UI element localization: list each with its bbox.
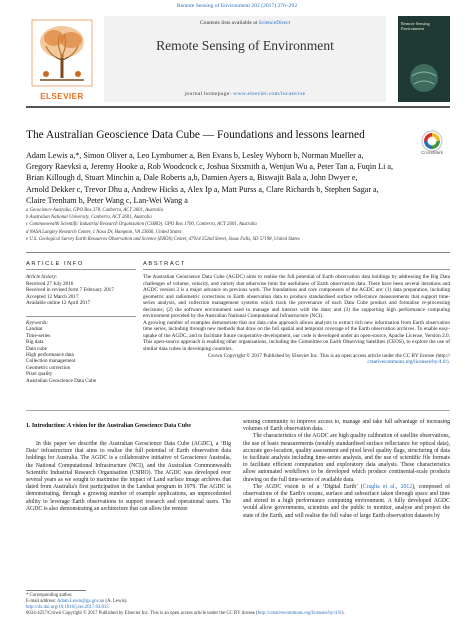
section-1-title: 1. Introduction: A vision for the Australian Geoscience Data Cube xyxy=(26,423,192,429)
body-paragraph-with-citation xyxy=(243,484,450,520)
author-list xyxy=(26,150,434,206)
keywords-label: Keywords: xyxy=(26,320,49,326)
abstract-rule xyxy=(143,269,450,270)
doi-license-footer xyxy=(26,605,450,617)
affiliation-list xyxy=(26,207,450,243)
affiliation-item: e U.S. Geological Survey Earth Resources Observation and Science (EROS) Center, 47914 252nd Street, Sioux Falls, SD 57198, United States xyxy=(26,236,300,242)
keyword-item: Time-series xyxy=(26,332,51,339)
keyword-item: Data cube xyxy=(26,345,47,352)
keywords-rule xyxy=(26,316,136,317)
journal-cover-image xyxy=(398,16,450,102)
body-paragraph: sensing community to improve access to, manage and take full advantage of increasing volumes of Earth observation data. xyxy=(243,419,450,433)
article-info-rule xyxy=(26,269,136,270)
email-label: E-mail address: xyxy=(26,599,57,605)
affiliation-item: b Australian National University, Canberra, ACT 2601, Australia xyxy=(26,215,152,221)
citation-link[interactable]: Craglia et al., 2012 xyxy=(362,483,413,490)
elsevier-tree-logo-icon xyxy=(26,16,98,102)
author-line: Arnold Dekker c, Trevor Dhu a, Andrew Hicks a, Alex Ip a, Matt Purss a, Clare Richards b, Stephen Sagar a, xyxy=(26,184,379,194)
publisher-logo-text: ELSEVIER xyxy=(40,92,84,101)
license-suffix: ). xyxy=(341,611,345,617)
copyright-line: Crown Copyright © 2017 Published by Elsevier Inc. This is an open access article under the CC BY license (http:// xyxy=(208,352,450,359)
homepage-link[interactable]: www.elsevier.com/locate/rse xyxy=(233,91,306,97)
affiliation-item: c Commonwealth Scientific Industrial Research Organisation (CSIRO), GPO Box 1700, Canberra, ACT 2601, Australia xyxy=(26,222,257,228)
keyword-item: Australian Geoscience Data Cube xyxy=(26,377,97,384)
crossmark-label: CrossMark xyxy=(421,150,443,155)
keyword-item: Geometric correction xyxy=(26,364,71,371)
affiliation-item: a Geoscience Australia, GPO Box 378, Canberra, ACT 2601, Australia xyxy=(26,208,164,213)
article-info-heading: ARTICLE INFO xyxy=(26,261,84,267)
footnote-rule xyxy=(26,590,86,591)
corresponding-author-footnote xyxy=(26,593,231,605)
sciencedirect-link[interactable]: ScienceDirect xyxy=(258,20,291,26)
body-column-left xyxy=(26,441,231,513)
contents-prefix: Contents lists available at xyxy=(199,20,259,26)
author-line: Gregory Raevksi a, Jeremy Hooke a, Rob Woodcock c, Joshua Sixsmith a, Wenjun Wu a, Peter Tan a, Fuqin Li a, xyxy=(26,162,393,172)
affiliation-item: d NASA Langley Research Center, 1 Nasa Dr, Hampton, VA 23666, United States xyxy=(26,229,182,235)
journal-title: Remote Sensing of Environment xyxy=(156,38,334,53)
journal-homepage-line xyxy=(104,91,386,97)
keywords-list xyxy=(26,320,136,384)
homepage-prefix: journal homepage: xyxy=(184,91,234,97)
corresponding-label: * Corresponding author. xyxy=(26,593,73,598)
author-line: Claire Trenham b, Peter Wang c, Lan-Wei Wang a xyxy=(26,195,188,205)
article-history xyxy=(26,274,136,307)
keyword-item: Pixel quality xyxy=(26,371,53,378)
history-item: Accepted 12 March 2017 xyxy=(26,293,79,300)
email-link[interactable]: Adam.Lewis@ga.gov.au xyxy=(56,599,105,605)
paragraph-text: The AGDC vision is of a ‘Digital Earth’ ( xyxy=(253,483,363,490)
cover-title: Remote Sensing Environment xyxy=(401,21,430,32)
license-prefix: 0034-4257/Crown Copyright © 2017 Published by Elsevier Inc. This is an open access article under the CC BY license ( xyxy=(26,611,258,617)
abstract-body-divider xyxy=(26,410,450,411)
footer-license-link[interactable]: http://creativecommons.org/licenses/by/4.0/ xyxy=(257,611,342,617)
abstract-heading: ABSTRACT xyxy=(143,261,186,267)
keyword-item: Landsat xyxy=(26,326,43,333)
paragraph-text: ), composed of observations of the Earth's oceans, surface and subsurface taken through space and time and stored in a high performance computing environment. A fully developed AGDC would allow governments, scientists and the public to monitor, analyse and project the state of the Earth, and will realise the full value of large Earth observation datasets by xyxy=(243,483,451,519)
contents-available-line xyxy=(104,20,386,26)
history-item: Available online 12 April 2017 xyxy=(26,300,91,306)
body-paragraph: In this paper we describe the Australian Geoscience Data Cube (AGDC), a ‘Big Data’ infrastructure that aims to realise the full potential of Earth observation data holdings for Australia. The AGDC is a collaborative initiative of Geoscience Australia, the National Computational Infrastructure (NCI), and the Australian Commonwealth Scientific Industrial Research Organisation (CSIRO). The AGDC was developed over several years as we sought to maximise the impact of Land surface image archives that dated from Australia's first participation in the Landsat program in 1979. The AGDC is demonstrating, through a growing number of example applications, an unprecedented ability to leverage Earth observations to support research and operational users. The AGDC is also demonstrating an architecture that can allow the remote xyxy=(26,441,231,512)
history-item: Received 27 July 2016 xyxy=(26,280,74,287)
abstract-paragraph: A growing number of examples demonstrate that our data cube approach allows analysts to extract rich new information from Earth observation time series, including through new methods that draw on the full spatial and temporal coverage of the Earth observation archives. To enable easy-uptake of the AGDC, and to facilitate future cooperative development, our code is developed under an open-source, Apache License, Version 2.0. This open-source approach is enabling other organisations, including the Committee on Earth Observing Satellites (CEOS), to explore the use of similar data cubes in developing countries. xyxy=(143,319,450,353)
license-link[interactable]: creativecommons.org/licenses/by/4.0/). xyxy=(367,359,450,366)
license-line xyxy=(26,611,450,617)
keyword-item: Big data xyxy=(26,339,44,346)
author-line: Brian Killough d, Stuart Minchin a, Dale Roberts a,b, Damien Ayers a, Biswajit Bala a, John Dwyer e, xyxy=(26,173,358,183)
keyword-item: Collection management xyxy=(26,358,76,365)
history-item: Received in revised form 7 February 2017 xyxy=(26,287,114,293)
journal-masthead xyxy=(26,16,450,104)
cover-satellite-icon xyxy=(402,56,446,96)
abstract-paragraph: The Australian Geoscience Data Cube (AGDC) aims to realise the full potential of Earth observation data holdings by addressing the Big Data challenges of volume, velocity, and variety that otherwise limit the usefulness of Earth observation data. There have been several iterations and AGDC version 2 is a major advance on previous work. The foundations and core components of the AGDC are: (1) data preparation, including geometric and radiometric corrections to Earth observation data to produce standardised surface reflectance measurements that support time-series analysis, and collection management systems which track the provenance of each Data Cube product and formalise re-processing decisions; (2) the software environment used to manage and interact with the data; and (3) the supporting high performance computing environment provided by the Australian National Computational Infrastructure (NCI). xyxy=(143,274,450,320)
header-body-divider xyxy=(26,252,450,253)
email-suffix: (A. Lewis). xyxy=(104,599,128,605)
abstract-body xyxy=(143,274,450,366)
journal-citation-link[interactable]: Remote Sensing of Environment 202 (2017) 276–292 xyxy=(176,3,298,9)
author-line: Adam Lewis a,*, Simon Oliver a, Leo Lymburner a, Ben Evans b, Lesley Wyborn b, Norman Mueller a, xyxy=(26,151,364,160)
article-title: The Australian Geoscience Data Cube — Foundations and lessons learned xyxy=(26,129,365,141)
history-label: Article history: xyxy=(26,274,58,280)
doi-link[interactable]: http://dx.doi.org/10.1016/j.rse.2017.03.015 xyxy=(26,605,109,610)
masthead-divider xyxy=(26,106,450,108)
masthead-center-panel xyxy=(104,16,386,102)
body-column-right xyxy=(243,419,450,520)
keyword-item: High performance data xyxy=(26,352,74,359)
body-paragraph: The characteristics of the AGDC are high quality calibration of satellite observations, the use of basic measurements (notably standardised surface reflectance for optical data), accurate geo-location, quality assessment and pixel level quality flags, structuring of data to facilitate analysis including time-series analysis, and the use of scientific file formats to facilitate efficient computation and exploratory data analysis. These characteristics allow automated workflows to be developed which produce continental-scale products drawing on the full time-series of available data. xyxy=(243,433,450,483)
